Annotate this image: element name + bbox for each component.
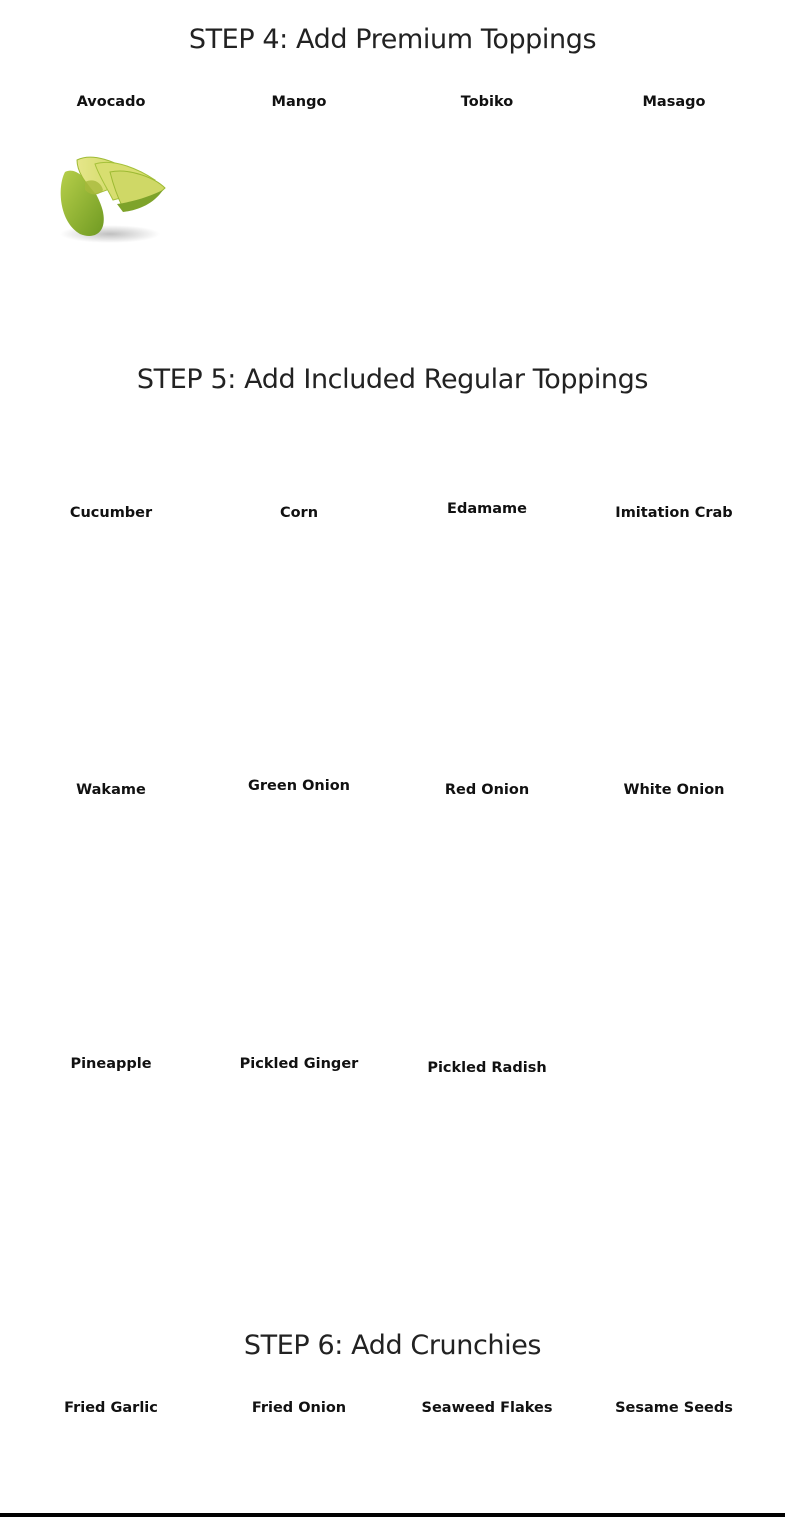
bottom-border xyxy=(0,1513,785,1517)
topping-corn[interactable] xyxy=(205,504,393,522)
topping-label: Pineapple xyxy=(70,1056,152,1072)
topping-label: Tobiko xyxy=(460,94,514,110)
topping-pickled-radish[interactable] xyxy=(393,1059,581,1077)
topping-label: Wakame xyxy=(76,782,146,798)
crunchy-label: Sesame Seeds xyxy=(615,1400,733,1416)
topping-cucumber[interactable] xyxy=(17,504,205,522)
crunchy-fried-garlic[interactable] xyxy=(17,1399,205,1417)
topping-label: Avocado xyxy=(76,94,146,110)
crunchy-seaweed-flakes[interactable] xyxy=(393,1399,581,1417)
crunchy-label: Fried Onion xyxy=(251,1400,347,1416)
topping-label: Mango xyxy=(271,94,327,110)
crunchy-label: Seaweed Flakes xyxy=(421,1400,553,1416)
topping-label: Green Onion xyxy=(248,778,350,794)
topping-imitation-crab[interactable] xyxy=(580,504,768,522)
topping-label: Pickled Ginger xyxy=(239,1056,359,1072)
topping-label: White Onion xyxy=(623,782,725,798)
crunchy-label: Fried Garlic xyxy=(64,1400,158,1416)
topping-avocado[interactable] xyxy=(17,93,205,111)
topping-green-onion[interactable] xyxy=(205,777,393,795)
crunchy-sesame-seeds[interactable] xyxy=(580,1399,768,1417)
step6-heading: STEP 6: Add Crunchies xyxy=(243,1330,542,1361)
topping-edamame[interactable] xyxy=(393,500,581,518)
topping-white-onion[interactable] xyxy=(580,781,768,799)
topping-mango[interactable] xyxy=(205,93,393,111)
topping-label: Masago xyxy=(642,94,706,110)
topping-label: Imitation Crab xyxy=(615,505,733,521)
topping-red-onion[interactable] xyxy=(393,781,581,799)
topping-label: Cucumber xyxy=(69,505,153,521)
topping-label: Pickled Radish xyxy=(427,1060,547,1076)
topping-pineapple[interactable] xyxy=(17,1055,205,1073)
topping-wakame[interactable] xyxy=(17,781,205,799)
topping-label: Red Onion xyxy=(444,782,530,798)
crunchy-fried-onion[interactable] xyxy=(205,1399,393,1417)
topping-tobiko[interactable] xyxy=(393,93,581,111)
avocado-image[interactable] xyxy=(55,142,170,247)
step4-heading: STEP 4: Add Premium Toppings xyxy=(188,24,597,55)
topping-label: Corn xyxy=(279,505,319,521)
step5-heading: STEP 5: Add Included Regular Toppings xyxy=(136,364,649,395)
topping-label: Edamame xyxy=(447,501,527,517)
topping-masago[interactable] xyxy=(580,93,768,111)
topping-pickled-ginger[interactable] xyxy=(205,1055,393,1073)
